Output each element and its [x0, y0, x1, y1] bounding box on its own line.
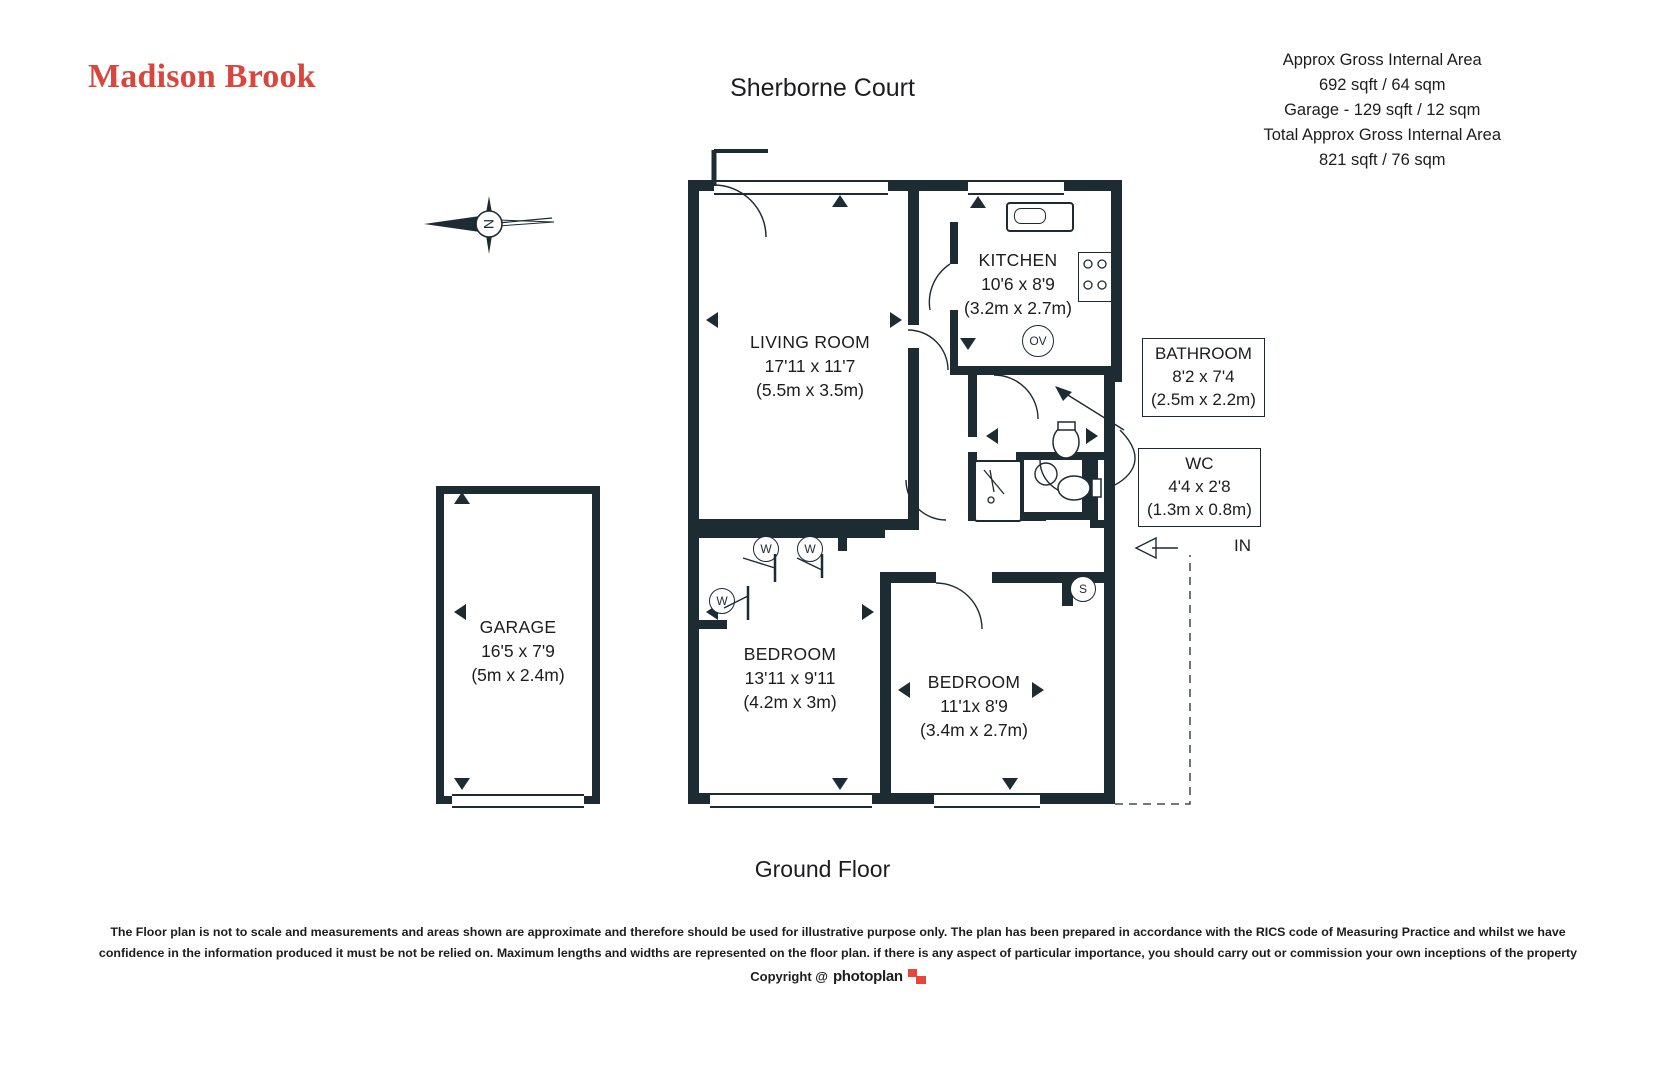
living-room-metric: (5.5m x 3.5m) — [756, 380, 864, 400]
garage-name: GARAGE — [479, 617, 557, 637]
floor-level-label — [0, 856, 1669, 883]
floor-level-text: Ground Floor — [754, 856, 891, 882]
room-label-bedroom-1 — [690, 642, 890, 714]
entry-label: IN — [1234, 536, 1251, 555]
callout-wc — [1138, 448, 1261, 527]
storage-marker-label: S — [1078, 582, 1087, 596]
disclaimer — [88, 922, 1588, 987]
room-label-garage — [426, 615, 610, 687]
bedroom-1-imperial: 13'11 x 9'11 — [744, 668, 836, 688]
room-label-living-room — [700, 330, 920, 402]
garage-metric: (5m x 2.4m) — [471, 665, 565, 685]
oven-marker-label: OV — [1029, 334, 1047, 348]
bedroom-2-name: BEDROOM — [927, 672, 1021, 692]
kitchen-imperial: 10'6 x 8'9 — [981, 274, 1055, 294]
living-room-name: LIVING ROOM — [750, 332, 870, 352]
bedroom-2-imperial: 11'1x 8'9 — [940, 696, 1008, 716]
storage-marker — [1070, 576, 1096, 602]
area-summary-line-5: 821 sqft / 76 sqm — [1318, 151, 1446, 169]
page-title-text: Sherborne Court — [730, 74, 915, 102]
wardrobe-marker-1-label: W — [760, 542, 772, 556]
garage-imperial: 16'5 x 7'9 — [481, 641, 555, 661]
disclaimer-line-1: The Floor plan is not to scale and measurements and areas shown are approximate and therefore should be used for illustrative purpose only. The plan has been prepared in accordance with the RICS code of Measuring Practice and whilst we have — [110, 925, 1566, 939]
kitchen-sink-bowl — [1014, 208, 1046, 224]
photoplan-name: photoplan — [832, 968, 903, 985]
bedroom-1-metric: (4.2m x 3m) — [743, 692, 837, 712]
svg-text:N: N — [481, 218, 497, 230]
bathroom-imperial: 8'2 x 7'4 — [1172, 367, 1235, 386]
callout-bathroom — [1142, 338, 1265, 417]
bathroom-name: BATHROOM — [1154, 344, 1252, 363]
bathroom-metric: (2.5m x 2.2m) — [1151, 390, 1256, 409]
wardrobe-marker-3-label: W — [716, 594, 728, 608]
copyright-text: Copyright @ — [750, 969, 828, 984]
kitchen-name: KITCHEN — [978, 250, 1058, 270]
shower-icon — [980, 466, 1022, 514]
copyright-row — [88, 966, 1588, 987]
area-summary-line-2: 692 sqft / 64 sqm — [1318, 76, 1446, 94]
bedroom-2-metric: (3.4m x 2.7m) — [920, 720, 1028, 740]
area-summary-line-4: Total Approx Gross Internal Area — [1263, 126, 1501, 144]
oven-marker — [1022, 325, 1054, 357]
wc-name: WC — [1185, 454, 1214, 473]
area-summary-line-3: Garage - 129 sqft / 12 sqm — [1284, 101, 1481, 119]
basin-icon — [1028, 460, 1068, 490]
wardrobe-door-lines — [700, 530, 900, 640]
wardrobe-marker-2-label: W — [804, 542, 816, 556]
wc-metric: (1.3m x 0.8m) — [1147, 500, 1252, 519]
brand-name: Madison Brook — [88, 58, 316, 95]
room-label-kitchen — [938, 248, 1098, 320]
disclaimer-line-2: confidence in the information produced it must be not be relied on. Maximum lengths and widths are represented on the floor plan. if there is any aspect of particular importance, you should carry out or commission your own inceptions of the property — [98, 946, 1578, 960]
wc-imperial: 4'4 x 2'8 — [1168, 477, 1231, 496]
kitchen-metric: (3.2m x 2.7m) — [964, 298, 1072, 318]
photoplan-logo-icon — [908, 969, 926, 984]
bedroom-1-name: BEDROOM — [743, 644, 837, 664]
room-label-bedroom-2 — [880, 670, 1068, 742]
living-room-imperial: 17'11 x 11'7 — [764, 356, 856, 376]
area-summary-line-1: Approx Gross Internal Area — [1282, 51, 1482, 69]
